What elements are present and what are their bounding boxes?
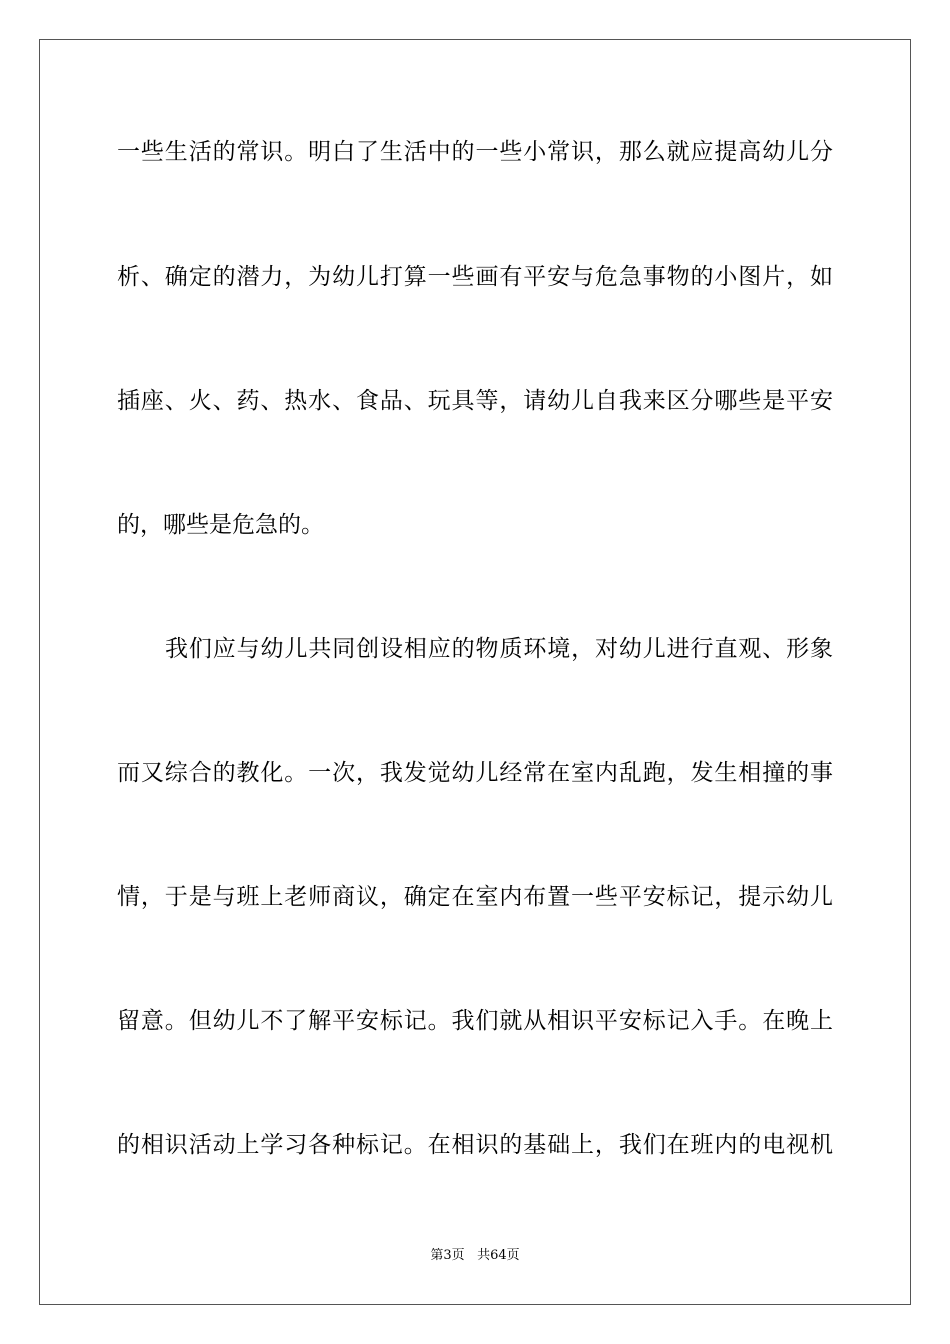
page-number: 第3页 [430,1248,465,1263]
text-line: 析、确定的潜力，为幼儿打算一些画有平安与危急事物的小图片，如 [117,264,833,290]
text-line: 情，于是与班上老师商议，确定在室内布置一些平安标记，提示幼儿 [117,884,833,910]
page-total: 共64页 [477,1248,520,1263]
text-line: 的相识活动上学习各种标记。在相识的基础上，我们在班内的电视机 [117,1132,833,1158]
text-line: 插座、火、药、热水、食品、玩具等，请幼儿自我来区分哪些是平安 [117,388,833,414]
text-line: 留意。但幼儿不了解平安标记。我们就从相识平安标记入手。在晚上 [117,1008,833,1034]
text-line: 而又综合的教化。一次，我发觉幼儿经常在室内乱跑，发生相撞的事 [117,760,833,786]
page-footer [0,1247,950,1265]
page-frame [39,39,911,1305]
text-line: 的，哪些是危急的。 [117,512,324,538]
paragraph-first-line: 我们应与幼儿共同创设相应的物质环境，对幼儿进行直观、形象 [165,636,833,662]
text-line: 一些生活的常识。明白了生活中的一些小常识，那么就应提高幼儿分 [117,139,833,165]
